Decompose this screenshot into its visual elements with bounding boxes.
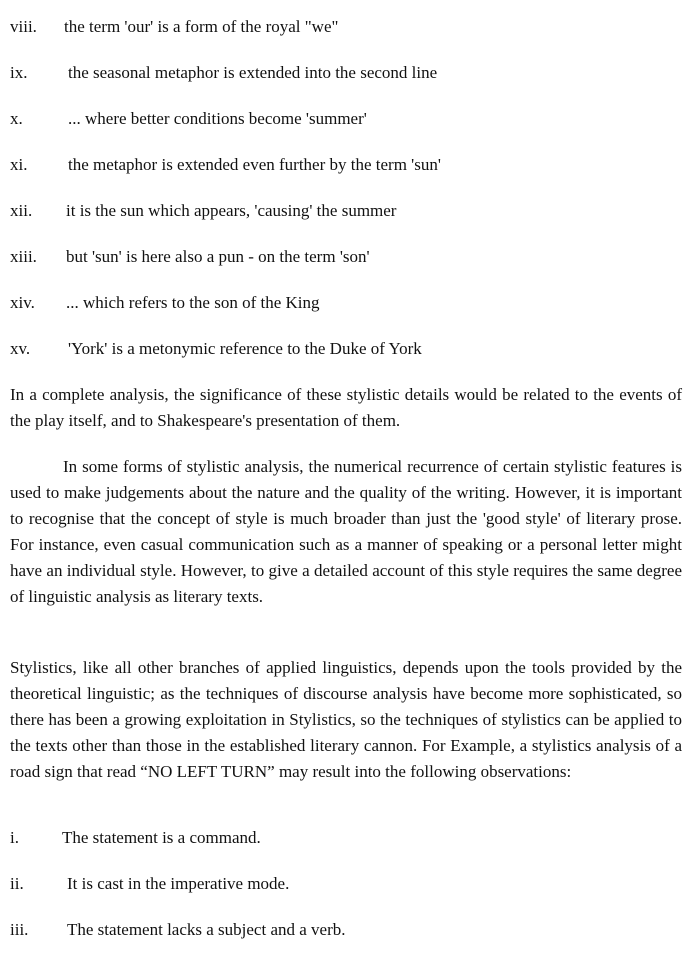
paragraph-complete-analysis: In a complete analysis, the significance of these stylistic details would be related to the events of the play itself, and to Shakespeare's presentation of them. [10,385,682,430]
list-number: xii. [10,201,33,220]
list-number: iii. [10,920,29,939]
list-text: ... which refers to the son of the King [66,293,320,312]
list-text: ... where better conditions become 'summer' [68,109,367,128]
list-text: 'York' is a metonymic reference to the Duke of York [68,339,422,358]
list-text: The statement is a command. [62,828,261,847]
list-text: It is cast in the imperative mode. [67,874,290,893]
list-number: i. [10,828,19,847]
list-number: ix. [10,63,28,82]
list-number: xiv. [10,293,35,312]
list-number: viii. [10,17,37,36]
list-number: x. [10,109,23,128]
list-text: the seasonal metaphor is extended into the second line [68,63,438,82]
list-text: The statement lacks a subject and a verb. [67,920,346,939]
list-text: it is the sun which appears, 'causing' the summer [66,201,397,220]
list-text: the term 'our' is a form of the royal "we" [64,17,339,36]
paragraph-stylistics-linguistics: Stylistics, like all other branches of applied linguistics, depends upon the tools provided by the theoretical linguistic; as the techniques of discourse analysis have become more sophisticated, so there has been a growing exploitation in Stylistics, so the techniques of stylistics can be applied to the texts other than those in the established literary cannon. For Example, a stylistics analysis of a road sign that read “NO LEFT TURN” may result into the following observations: [10,658,682,781]
list-number: xv. [10,339,31,358]
list-number: xi. [10,155,28,174]
list-text: the metaphor is extended even further by the term 'sun' [68,155,441,174]
list-text: but 'sun' is here also a pun - on the term 'son' [66,247,370,266]
list-number: ii. [10,874,24,893]
paragraph-stylistic-analysis: In some forms of stylistic analysis, the numerical recurrence of certain stylistic features is used to make judgements about the nature and the quality of the writing. However, it is important to recognise that the concept of style is much broader than just the 'good style' of literary prose. For instance, even casual communication such as a manner of speaking or a personal letter might have an individual style. However, to give a detailed account of this style requires the same degree of linguistic analysis as literary texts. [10,457,682,606]
list-number: xiii. [10,247,37,266]
